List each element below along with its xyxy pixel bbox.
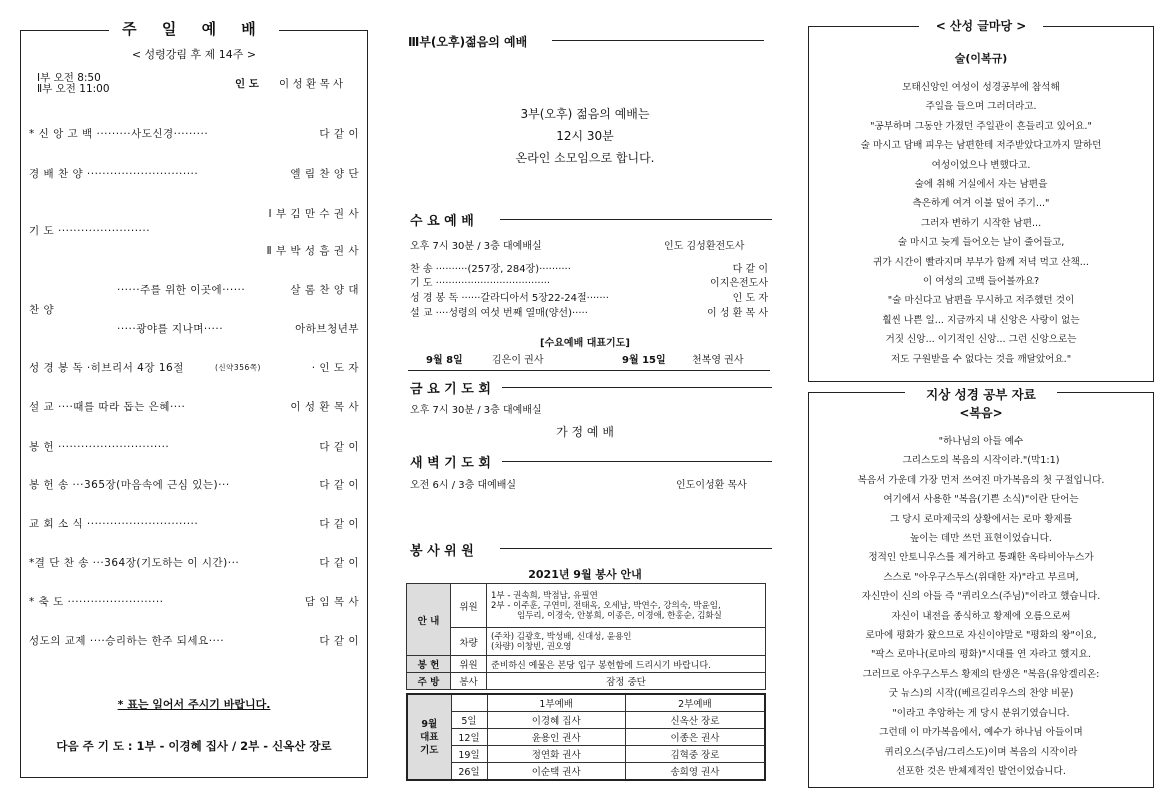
standing-note: * 표는 일어서 주시기 바랍니다. — [117, 698, 271, 711]
bible-study-subtitle: <복음> — [959, 406, 1003, 420]
leader-label: 인 도 — [235, 78, 259, 90]
wednesday-order: 찬 송 ··········(257장, 284장)·········· 다 같 이 기 도 ···································· 이지은전도사 성 경 봉 독 ······갈라디아서 5장22-24절······· 인 도 자 설 교 ····성령의 여섯 번째 열매(양선)····· 이 성 환 목 사 — [410, 264, 768, 319]
wednesday-time: 오후 7시 30분 / 3층 대예배실 — [410, 241, 542, 252]
dawn-time: 오전 6시 / 3층 대예배실 — [410, 480, 517, 491]
dawn-prayer-title: 새 벽 기 도 회 — [410, 456, 491, 471]
sunday-worship-subtitle: < 성령강림 후 제 14주 > — [131, 48, 257, 61]
poem-header: < 산성 글마당 > — [935, 19, 1027, 33]
wed-prayer-name: 김은이 권사 — [492, 355, 544, 366]
serve-table-title: 2021년 9월 봉사 안내 — [528, 568, 642, 581]
wed-prayer-date: 9월 15일 — [622, 355, 666, 366]
friday-time: 오후 7시 30분 / 3층 대예배실 — [410, 405, 542, 416]
leader-name: 이 성 환 목 사 — [279, 78, 344, 90]
wednesday-worship-title: 수 요 예 배 — [410, 214, 474, 229]
poem-title: 술(이복규) — [954, 52, 1008, 65]
bible-study-box — [808, 387, 1154, 788]
bible-study-body: "하나님의 아들 예수 그리스도의 복음의 시작이라."(막1:1) 복음서 가운데 가장 먼저 쓰여진 마가복음의 첫 구절입니다. 여기에서 사용한 "복음(기쁜 소식)"이란 단어는 그 당시 로마제국의 상황에서는 로마 황제를 높이는 데만 쓰던 표현이었습니다. 정적인 안토니우스를 제거하고 통쾌한 옥타비아누스가 스스로 "아우구스투스(위대한 자)"라고 부르며, 자신만이 신의 아들 즉 "퀴리오스(주님)"이라고 했습니다. 자신이 내전을 종식하고 황제에 오름으로써 로마에 평화가 왔으므로 자신이야말로 "평화의 왕"이요, "팍스 로마나(로마의 평화)"시대를 연 자라고 했지요. 그러므로 아우구스투스 황제의 탄생은 "복음(유앙겔리온: 굿 뉴스)의 시작((베르길리우스의 찬양 비문) "이라고 추앙하는 게 당시 분위기였습니다. 그런데 이 마가복음에서, 예수가 하나님 아들이며 퀴리오스(주님/그리스도)이며 복음의 시작이라 선포한 것은 반체제적인 발언이었습니다. — [857, 436, 1105, 777]
wed-prayer-date: 9월 8일 — [426, 355, 463, 366]
poem-body: 모태신앙인 여성이 성경공부에 참석해 주일을 들으며 그러더라고. "공부하며 그동안 가졌던 주일관이 흔들리고 있어요." 술 마시고 담배 피우는 남편한테 저주받았다고까지 말하던 여성이었으나 변했다고. 술에 취해 거실에서 자는 남편을 측은하게 여겨 이불 덮어 주기..." 그러자 변하기 시작한 남편... 술 마시고 늦게 들어오는 날이 줄어들고, 귀가 시간이 빨라지며 부부가 함께 저녁 먹고 산책... 이 여성의 고백 들어볼까요? "술 마신다고 남편을 무시하고 저주했던 것이 훨씬 나쁜 일... 지금까지 내 신앙은 사랑이 없는 거짓 신앙... 이기적인 신앙... 그런 신앙으로는 저도 구원받을 수 없다는 것을 깨달았어요." — [860, 82, 1102, 365]
friday-prayer-title: 금 요 기 도 회 — [410, 382, 491, 397]
service-time-2: Ⅱ부 오전 11:00 — [37, 83, 110, 95]
bible-study-title: 지상 성경 공부 자료 — [926, 387, 1036, 402]
next-prayer: 다음 주 기 도 : 1부 - 이경혜 집사 / 2부 - 신옥산 장로 — [56, 739, 332, 753]
friday-note: 가 정 예 배 — [556, 425, 614, 439]
service-time-1: Ⅰ부 오전 8:50 — [37, 72, 101, 84]
afternoon-worship-info: 3부(오후) 젊음의 예배는 12시 30분 온라인 소모임으로 합니다. — [515, 107, 655, 165]
service-committee-title: 봉 사 위 원 — [410, 544, 474, 559]
service-table: 안 내 위원 1부 - 권속희, 박점남, 유필연 2부 - 이주훈, 구연미, 전태옥, 오세남, 박연수, 강의숙, 박윤임, 임두리, 이경숙, 안봉희, 이종은, 이경애, 한홍순, 김화실 차량 (주차) 김광호, 박성배, 신대성, 윤용인 (차량) 이창빈, 권오영 봉 헌 위원 준비하신 예물은 본당 입구 봉헌함에 드리시기 바랍니다. 주 방 봉사 잠정 중단 — [406, 583, 766, 690]
dawn-leader: 인도이성환 목사 — [676, 480, 747, 491]
sunday-worship-title: 주 일 예 배 — [122, 20, 266, 38]
sunday-worship-box: 주 일 예 배 < 성령강림 후 제 14주 > Ⅰ부 오전 8:50 Ⅱ부 오전 11:00 인 도 이 성 환 목 사 * 신 앙 고 백 ·········사도신경········· 다 같 이 경 배 찬 양 ····························· 엘 림 찬 양 단 Ⅰ 부 김 만 수 권 사 기 도 ························ Ⅱ 부 박 성 흠 권 사 ······주를 위한 이곳에······ 살 롬 찬 양 대 찬 양 ·····광야를 지나며····· 아하브청년부 성 경 봉 독 ·히브리서 4장 16절 (신약356쪽) · 인 도 자 설 교 ····때를 따라 돕는 은혜···· 이 성 환 목 사 봉 헌 ····························· 다 같 이 봉 헌 송 ···365장(마음속에 근심 있는)··· 다 같 이 교 회 소 식 ····························· 다 같 이 *결 단 찬 송 ···364장(기도하는 이 시간)··· 다 같 이 * 축 도 ························· 담 임 목 사 성도의 교제 ····승리하는 한주 되세요···· 다 같 이 * 표는 일어서 주시기 바랍니다. 다음 주 기 도 : 1부 - 이경혜 집사 / 2부 - 신옥산 장로 — [20, 30, 368, 778]
wed-prayer-name: 천복영 권사 — [692, 355, 744, 366]
poem-box — [808, 19, 1154, 382]
afternoon-worship-title: Ⅲ부(오후)젊음의 예배 — [408, 35, 528, 49]
wednesday-prayer-title: [수요예배 대표기도] — [540, 338, 630, 349]
wednesday-leader: 인도 김성환전도사 — [664, 241, 745, 252]
prayer-table: 9월 대표 기도 1부예배 2부예배 5일 이경혜 집사 신옥산 장로 12일 윤용인 권사 이종은 권사 19일 정연화 권사 김혁중 장로 26일 이순택 권사 송희영 권사 — [406, 693, 766, 781]
